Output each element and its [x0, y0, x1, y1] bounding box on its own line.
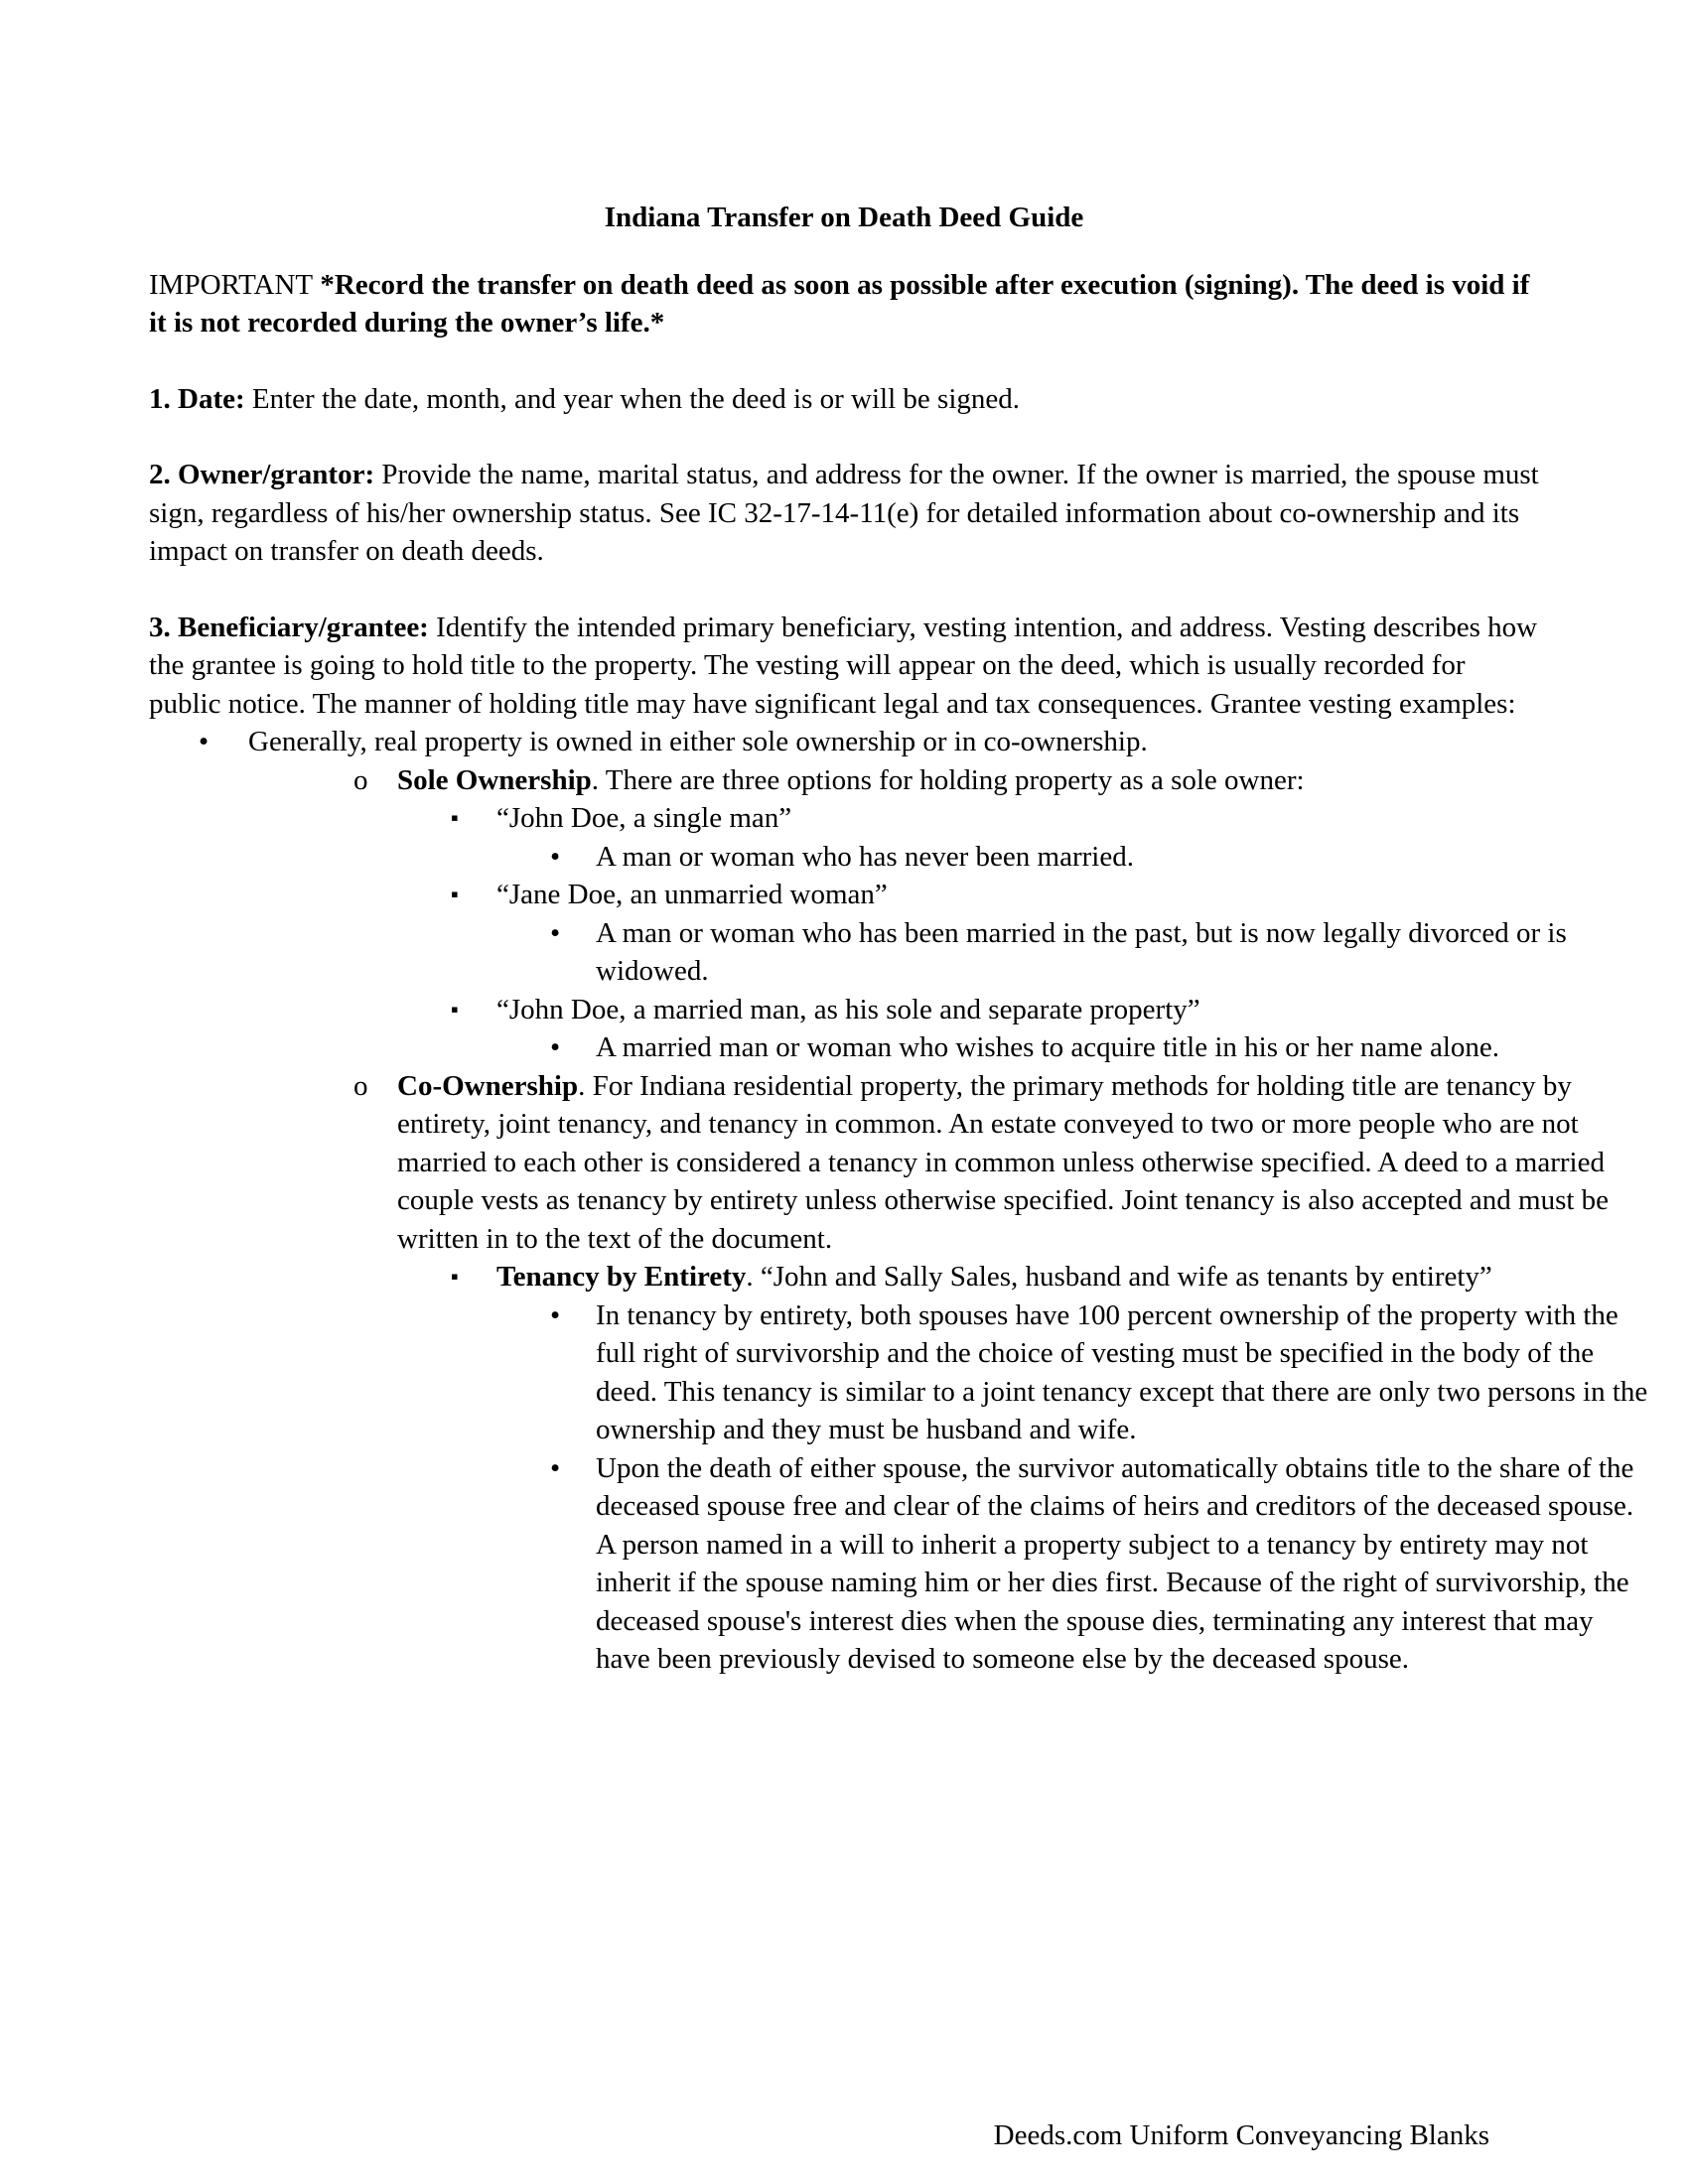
circle-bullet-icon: o [353, 1069, 368, 1102]
ownership-types [149, 761, 1648, 1679]
section-date-text: Enter the date, month, and year when the deed is or will be signed. [244, 382, 1020, 415]
section-beneficiary [149, 609, 1539, 724]
co-options [397, 1258, 1648, 1679]
list-item-sole [353, 761, 1567, 1067]
important-text: *Record the transfer on death deed as soon as possible after execution (signing). The deed is void if it is not recorded during the owner’s life.* [149, 268, 1530, 339]
list-item [550, 914, 1567, 991]
list-item [451, 876, 1567, 991]
ownership-intro: Generally, real property is owned in either sole ownership or in co-ownership. [248, 726, 1148, 757]
page-footer: Deeds.com Uniform Conveyancing Blanks [993, 2119, 1489, 2151]
section-owner [149, 456, 1539, 571]
section-owner-text: Provide the name, marital status, and address for the owner. If the owner is married, the spouse must sign, regardless of his/her ownership status. See IC 32-17-14-11(e) for detailed information about co-ownership and its impact on transfer on death deeds. [149, 459, 1539, 567]
bullet-icon: • [550, 840, 561, 873]
section-owner-label: 2. Owner/grantor: [149, 459, 375, 490]
page-title: Indiana Transfer on Death Deed Guide [604, 202, 1084, 233]
bullet-icon: • [550, 1298, 561, 1331]
vesting-list [149, 723, 1648, 1679]
list-item [451, 799, 1539, 876]
tbe-note: In tenancy by entirety, both spouses have 100 percent ownership of the property with the full right of survivorship and the choice of vesting must be specified in the body of the deed. This tenancy is similar to a joint tenancy except that there are only two persons in the ownership and they must be husband and wife. [596, 1298, 1648, 1445]
section-date [149, 380, 1539, 419]
list-item [550, 1297, 1648, 1449]
bullet-icon: • [550, 1031, 561, 1063]
section-beneficiary-label: 3. Beneficiary/grantee: [149, 611, 429, 643]
bullet-icon: • [550, 1451, 561, 1484]
sole-label: Sole Ownership [397, 763, 592, 796]
sole-option-note: A married man or woman who wishes to acquire title in his or her name alone. [596, 1031, 1500, 1063]
list-item [451, 1258, 1648, 1679]
sole-option-label: “John Doe, a married man, as his sole and separate property” [496, 993, 1200, 1025]
bullet-icon: • [199, 726, 210, 757]
list-item [451, 991, 1539, 1067]
sole-option-note: A man or woman who has been married in the past, but is now legally divorced or is widowed. [596, 916, 1567, 987]
square-bullet-icon: ▪ [451, 996, 459, 1022]
section-date-label: 1. Date: [149, 382, 245, 415]
list-item [550, 1028, 1539, 1067]
co-label: Co-Ownership [397, 1069, 579, 1102]
important-notice [149, 266, 1539, 342]
important-lead: IMPORTANT [149, 268, 314, 301]
sole-text: . There are three options for holding property as a sole owner: [591, 763, 1305, 796]
sole-option-label: “Jane Doe, an unmarried woman” [496, 879, 888, 910]
tbe-note: Upon the death of either spouse, the survivor automatically obtains title to the share of the deceased spouse free and clear of the claims of heirs and creditors of the deceased spouse. A person named in a will to inherit a property subject to a tenancy by entirety may not inherit if the spouse naming him or her dies first. Because of the right of survivorship, the deceased spouse's interest dies when the spouse dies, terminating any interest that may have been previously devised to someone else by the deceased spouse. [596, 1451, 1634, 1675]
circle-bullet-icon: o [353, 763, 368, 796]
square-bullet-icon: ▪ [451, 805, 459, 830]
document-page [149, 199, 1648, 1679]
sole-options [397, 799, 1567, 1067]
square-bullet-icon: ▪ [451, 1264, 459, 1289]
tbe-label: Tenancy by Entirety [496, 1261, 747, 1293]
list-item-co [353, 1067, 1648, 1679]
square-bullet-icon: ▪ [451, 882, 459, 906]
list-item [199, 723, 1648, 1679]
list-item [550, 838, 1539, 877]
sole-option-label: “John Doe, a single man” [496, 802, 792, 834]
sole-option-note: A man or woman who has never been married. [596, 840, 1134, 873]
list-item [550, 1449, 1634, 1679]
co-text: . For Indiana residential property, the primary methods for holding title are tenancy by entirety, joint tenancy, and tenancy in common. An estate conveyed to two or more people who are not married to each other is considered a tenancy in common unless otherwise specified. A deed to a married couple vests as tenancy by entirety unless otherwise specified. Joint tenancy is also accepted and must be written in to the text of the document. [397, 1069, 1610, 1255]
section-beneficiary-text: Identify the intended primary beneficiary, vesting intention, and address. Vesting describes how the grantee is going to hold title to the property. The vesting will appear on the deed, which is usually recorded for public notice. The manner of holding title may have significant legal and tax consequences. Grantee vesting examples: [149, 611, 1538, 720]
tbe-text: . “John and Sally Sales, husband and wife as tenants by entirety” [746, 1261, 1492, 1293]
bullet-icon: • [550, 916, 561, 949]
